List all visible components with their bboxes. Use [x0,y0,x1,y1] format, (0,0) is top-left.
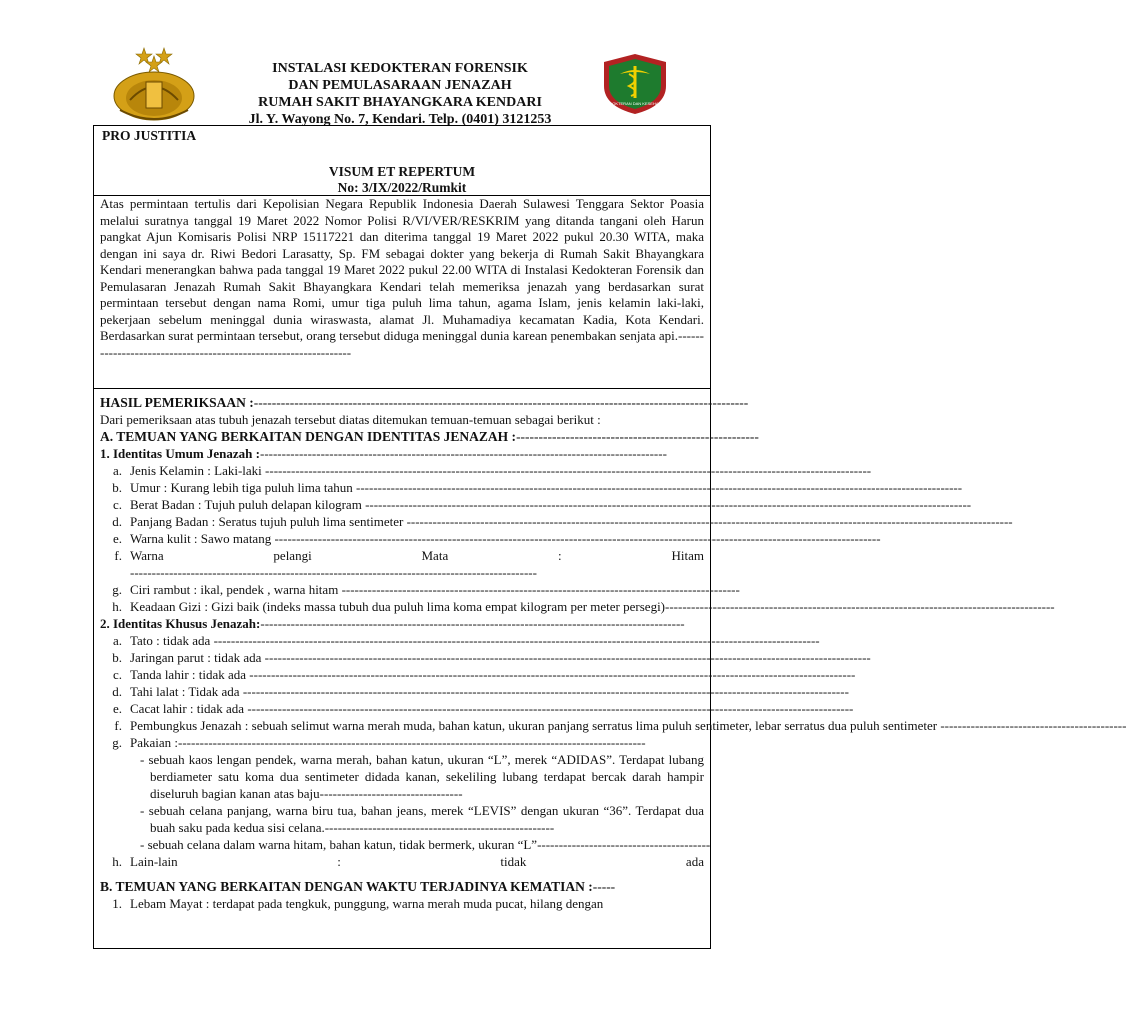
list-item [100,479,963,496]
identitas-khusus-title: 2. Identitas Khusus Jenazah: [100,616,261,631]
identitas-umum-list [100,462,1013,547]
item-value: Umur : Kurang lebih tiga puluh lima tahun [130,480,353,495]
list-item [100,649,871,666]
item-value: Warna kulit : Sawo matang [130,531,272,546]
item-text [130,700,853,717]
hasil-pemeriksaan-heading [100,394,749,411]
item-text: Pakaian :------------------------------------------------------------------------------------------------------------ [130,735,646,750]
pakaian-item: - sebuah celana dalam warna hitam, bahan katun, tidak bermerk, ukuran “L”---------------------------------------- [140,837,711,852]
list-item-g [100,581,740,598]
pakaian-item: - sebuah kaos lengan pendek, warna merah, bahan katun, ukuran “L”, merek “ADIDAS”. Terdapat lubang berdiameter satu koma dua sentimeter didada kanan, sekeliling lubang terdapat bercak darah hampir diseluruh bagian kanan atas baju--------------------------------- [140,752,704,801]
item-text [130,632,820,649]
item-letter: f. [114,718,122,733]
list-item [100,513,1013,530]
item-text [130,853,704,870]
pakaian-item-text: - sebuah kaos lengan pendek, warna merah, bahan katun, ukuran “L”, merek “ADIDAS”. Terdapat lubang berdiameter satu koma dua sentimeter didada kanan, sekeliling lubang terdapat bercak darah hampir diseluruh bagian kanan atas baju [140,752,704,801]
item-text: Ciri rambut : ikal, pendek , warna hitam -------------------------------------------------------------------------------------------- [130,582,740,597]
dashes: -------------------------------------------------------------------------------------------------- [260,616,685,631]
list-item-f [100,547,704,564]
item-letter: f. [114,548,122,563]
document-title: VISUM ET REPERTUM [328,164,476,179]
list-item-pembungkus [100,717,1126,734]
item-text [130,462,871,479]
item-h-text: Keadaan Gizi : Gizi baik (indeks massa tubuh dua puluh lima koma empat kilogram per meter persegi) [130,599,666,614]
section-a-title: A. TEMUAN YANG BERKAITAN DENGAN IDENTITAS JENAZAH : [100,429,517,444]
list-item [100,700,854,717]
item-value: Jaringan parut : tidak ada [130,650,262,665]
item-text: Keadaan Gizi : Gizi baik (indeks massa tubuh dua puluh lima koma empat kilogram per meter persegi)------------------------------------------------------------------------------------------ [130,599,1055,614]
dashes: -------------------------------------------------------------------------------------------------------------------------------------------- [352,480,963,495]
dashes: ---------------------------------------------------------------------------------------------- [259,446,667,461]
divider [94,388,710,389]
dashes: -------------------------------------------------------------------------------------------------------------------------------------------- [244,701,854,716]
list-item [100,530,881,547]
hasil-title: HASIL PEMERIKSAAN : [100,395,254,410]
identitas-umum-heading [100,445,704,462]
dashes: -------------------------------------------------------------------------------------------------------------------------------------------- [210,633,820,648]
item-letter: 1. [112,896,122,911]
intro-paragraph: Atas permintaan tertulis dari Kepolisian Negara Republik Indonesia Daerah Sulawesi Tenggara Sektor Poasia melalui suratnya tanggal 19 Maret 2022 Nomor Polisi R/VI/VER/RESKRIM yang ditanda tangani oleh Harun pangkat Ajun Komisaris Polisi NRP 15117221 dan diterima tanggal 19 Maret 2022 pukul 20.30 WITA, maka dengan ini saya dr. Riwi Bedori Larasatty, Sp. FM sebagai dokter yang bekerja di Rumah Sakit Bhayangkara Kendari menerangkan bahwa pada tanggal 19 Maret 2022 pukul 22.00 WITA di Instalasi Kedokteran Forensik dan Pemulasaran Jenazah Rumah Sakit Bhayangkara Kendari telah memeriksa jenazah yang berdasarkan surat permintaan tersebut dengan nama Romi, umur tiga puluh lima tahun, agama Islam, jenis kelamin laki-laki, pekerjaan sebelum meninggal dunia wiraswasta, alamat Jl. Muhamadiya kecamatan Kadia, Kota Kendari. Berdasarkan surat permintaan tersebut, orang tersebut diduga meninggal dunia karean penembakan senjata api.---------------------------------------------------------------- [100,196,704,360]
document-number: No: 3/IX/2022/Rumkit [337,180,467,195]
item-value: Panjang Badan : Seratus tujuh puluh lima sentimeter [130,514,404,529]
list-item-lain-lain [100,853,704,870]
list-item-lebam [100,895,704,912]
item-f-word: pelangi [273,548,312,563]
visum-document [93,125,1126,949]
pakaian-title: Pakaian : [130,735,179,750]
heading-line-2: DAN PEMULASARAAN JENAZAH [288,78,512,93]
police-emblem-icon [110,44,198,124]
dashes: -------------------------------------------------------------------------------------------------------------------------------------------- [271,531,881,546]
spacer [100,870,704,878]
item-text [130,649,871,666]
heading-line-1: INSTALASI KEDOKTERAN FORENSIK [272,61,528,76]
item-g-text: Ciri rambut : ikal, pendek , warna hitam [130,582,339,597]
shield-caption: KEDOKTERAN DAN KESEHATAN [604,101,666,106]
section-b-title: B. TEMUAN YANG BERKAITAN DENGAN WAKTU TERJADINYA KEMATIAN : [100,879,593,894]
item-value: Berat Badan : Tujuh puluh delapan kilogram [130,497,362,512]
item-letter: h. [112,854,122,869]
item-f-word: Mata [421,548,449,563]
letterhead [0,0,768,125]
lain-word: ada [685,854,704,869]
list-item [100,462,872,479]
dashes: ------------------------------------------------------ [516,429,759,444]
identitas-khusus-list [100,632,871,717]
pakaian-item: - sebuah celana panjang, warna biru tua, bahan jeans, merek “LEVIS” dengan ukuran “36”. Terdapat dua buah saku pada kedua sisi celana.----------------------------------------------------- [140,803,704,835]
identitas-khusus-heading [100,615,704,632]
pakaian-item-text: - sebuah celana dalam warna hitam, bahan katun, tidak bermerk, ukuran “L” [140,837,538,852]
item-f-word: Warna [130,548,164,563]
item-text [130,547,704,564]
pembungkus-text: Pembungkus Jenazah : sebuah selimut warna merah muda, bahan katun, ukuran panjang serratus lima puluh sentimeter, lebar serratus dua puluh sentimeter [130,718,938,733]
item-letter: a. [112,633,122,648]
heading-line-3: RUMAH SAKIT BHAYANGKARA KENDARI [258,95,542,110]
medical-shield-icon [600,52,670,116]
item-value: Tahi lalat : Tidak ada [130,684,240,699]
pro-justitia-label: PRO JUSTITIA [102,128,197,143]
dashes: -------------------------------------------------------------------------------------------------------------------------------------------- [246,667,856,682]
dashes: -------------------------------------------------------------------------------------------------------------------------------------------- [261,463,872,478]
item-text: Pembungkus Jenazah : sebuah selimut warna merah muda, bahan katun, ukuran panjang serratus lima puluh sentimeter, lebar serratus dua puluh sentimeter ------------------------------------------- [130,718,1126,733]
section-a-heading [100,428,759,445]
item-value: Cacat lahir : tidak ada [130,701,245,716]
pakaian-list [100,751,711,853]
item-value: Jenis Kelamin : Laki-laki [130,463,262,478]
item-letter: e. [112,531,122,546]
list-item-h [100,598,1055,615]
list-item [100,666,856,683]
dashes: -------------------------------------------------------------------------------------------------------------------------------------------- [239,684,849,699]
item-text: Lebam Mayat : terdapat pada tengkuk, punggung, warna merah muda pucat, hilang dengan [130,896,604,911]
list-item [100,683,849,700]
item-letter: b. [112,480,122,495]
pakaian-item-text: - sebuah celana panjang, warna biru tua, bahan jeans, merek “LEVIS” dengan ukuran “36”. Terdapat dua buah saku pada kedua sisi celana. [140,803,704,835]
institution-heading [200,60,600,128]
item-text [130,666,855,683]
item-letter: g. [112,582,122,597]
section-b-heading [100,878,704,895]
item-f-word: : [558,548,562,563]
item-value: Tato : tidak ada [130,633,211,648]
item-letter: c. [112,497,122,512]
item-letter: e. [112,701,122,716]
hasil-intro: Dari pemeriksaan atas tubuh jenazah tersebut diatas ditemukan temuan-temuan sebagai berikut : [100,412,601,427]
lain-word: Lain-lain [130,854,178,869]
item-letter: h. [112,599,122,614]
item-letter: c. [112,667,122,682]
lain-word: tidak [500,854,527,869]
item-letter: d. [112,514,122,529]
identitas-umum-title: 1. Identitas Umum Jenazah : [100,446,260,461]
item-text [130,683,849,700]
list-item [100,496,972,513]
dashes: -------------------------------------------------------------------------------------------------------------------------------------------- [361,497,972,512]
item-text [130,513,1013,530]
heading-address: Jl. Y. Wayong No. 7, Kendari. Telp. (0401) 3121253 [248,112,552,127]
dashes: ---------------------------------------------------------------------------------------------- [130,565,537,580]
item-letter: a. [112,463,122,478]
examination-results [100,394,1126,912]
dashes: -------------------------------------------------------------------------------------------------------------- [253,395,749,410]
dashes: -------------------------------------------------------------------------------------------------------------------------------------------- [261,650,871,665]
item-letter: d. [112,684,122,699]
dashes: ----- [592,879,616,894]
item-text [130,479,962,496]
lain-word: : [337,854,341,869]
item-text [130,530,881,547]
dashes: -------------------------------------------------------------------------------------------------------------------------------------------- [403,514,1013,529]
list-item [100,632,820,649]
item-letter: g. [112,735,122,750]
item-f-word: Hitam [671,548,704,563]
list-item-pakaian [100,734,704,751]
item-text [130,496,971,513]
item-letter: b. [112,650,122,665]
item-value: Tanda lahir : tidak ada [130,667,247,682]
